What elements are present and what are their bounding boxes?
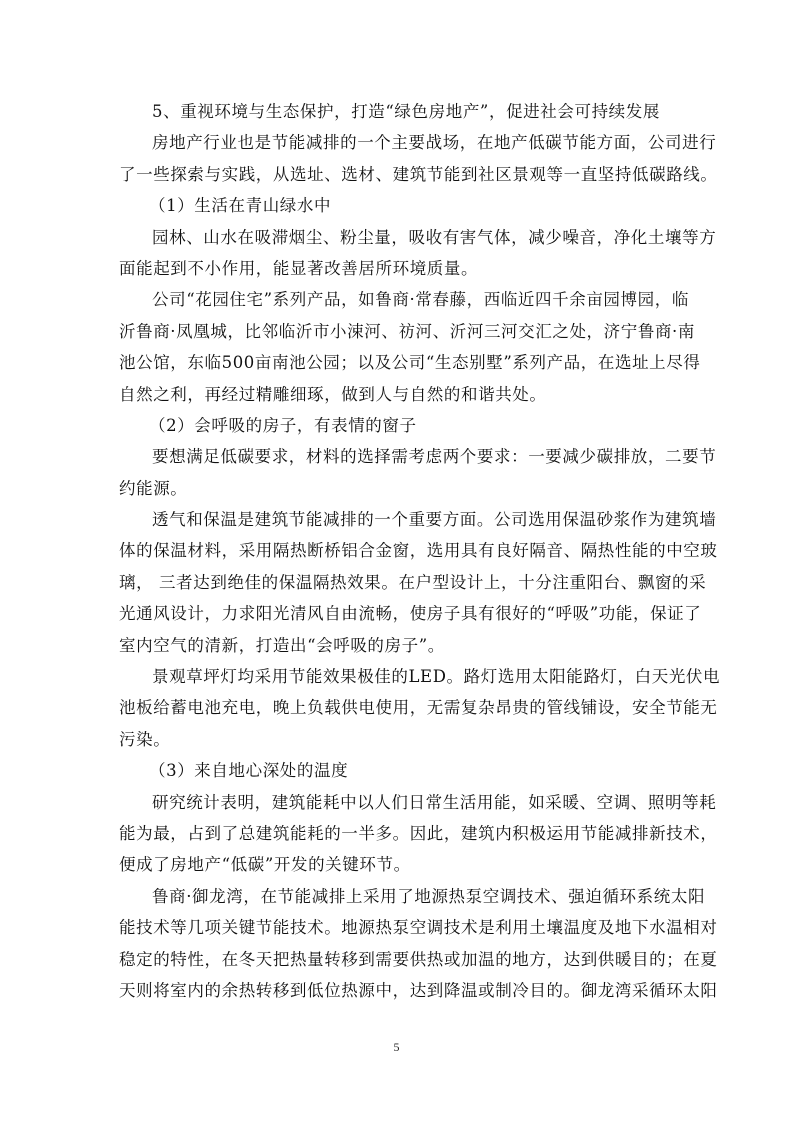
paragraph-line: 房地产行业也是节能减排的一个主要战场，在地产低碳节能方面，公司进行: [152, 133, 717, 153]
subsection-heading: （1）生活在青山绿水中: [149, 196, 332, 216]
paragraph-line: 池公馆，东临500亩南池公园；以及公司“生态别墅”系列产品，在选址上尽得: [119, 353, 701, 373]
subsection-heading: （3）来自地心深处的温度: [149, 761, 349, 781]
paragraph-line: 沂鲁商·凤凰城，比邻临沂市小涑河、祊河、沂河三河交汇之处，济宁鲁商·南: [119, 321, 695, 341]
paragraph-line: 研究统计表明，建筑能耗中以人们日常生活用能，如采暖、空调、照明等耗: [152, 792, 717, 812]
paragraph-line: 园林、山水在吸滞烟尘、粉尘量，吸收有害气体，减少噪音，净化土壤等方: [152, 227, 717, 247]
page-number: 5: [393, 1040, 400, 1054]
paragraph-line: 光通风设计，力求阳光清风自由流畅，使房子具有很好的“呼吸”功能，保证了: [119, 604, 702, 624]
subsection-heading: （2）会呼吸的房子，有表情的窗子: [149, 415, 417, 435]
paragraph-line: 要想满足低碳要求，材料的选择需考虑两个要求：一要减少碳排放，二要节: [152, 447, 717, 467]
paragraph-line: 自然之利，再经过精雕细琢，做到人与自然的和谐共处。: [119, 384, 547, 404]
paragraph-line: 污染。: [119, 729, 171, 749]
section-heading: 5、重视环境与生态保护，打造“绿色房地产”，促进社会可持续发展: [152, 102, 660, 121]
paragraph-line: 稳定的特性，在冬天把热量转移到需要供热或加温的地方，达到供暖目的；在夏: [119, 949, 718, 969]
paragraph-line: 便成了房地产“低碳”开发的关键环节。: [119, 855, 411, 875]
paragraph-line: 面能起到不小作用，能显著改善居所环境质量。: [119, 258, 479, 278]
paragraph-line: 公司“花园住宅”系列产品，如鲁商·常春藤，西临近四千余亩园博园，临: [152, 290, 689, 310]
paragraph-line: 能为最，占到了总建筑能耗的一半多。因此，建筑内积极运用节能减排新技术，: [119, 823, 718, 843]
document-body: [119, 96, 721, 1006]
paragraph-line: 约能源。: [119, 478, 188, 498]
paragraph-line: 了一些探索与实践，从选址、选材、建筑节能到社区景观等一直坚持低碳路线。: [119, 164, 718, 184]
paragraph-line: 体的保温材料，采用隔热断桥铝合金窗，选用具有良好隔音、隔热性能的中空玻: [119, 541, 718, 561]
paragraph-line: 透气和保温是建筑节能减排的一个重要方面。公司选用保温砂浆作为建筑墙: [152, 510, 717, 530]
paragraph-line: 鲁商·御龙湾，在节能减排上采用了地源热泵空调技术、强迫循环系统太阳: [152, 886, 706, 906]
paragraph-line: 室内空气的清新，打造出“会呼吸的房子”。: [119, 635, 445, 655]
paragraph-line: 能技术等几项关键节能技术。地源热泵空调技术是利用土壤温度及地下水温相对: [119, 918, 718, 938]
paragraph-line: 景观草坪灯均采用节能效果极佳的LED。路灯选用太阳能路灯，白天光伏电: [152, 667, 721, 687]
paragraph-line: 天则将室内的余热转移到低位热源中，达到降温或制冷目的。御龙湾采循环太阳: [119, 980, 718, 1000]
paragraph-line: 璃， 三者达到绝佳的保温隔热效果。在户型设计上，十分注重阳台、飘窗的采: [119, 572, 707, 592]
paragraph-line: 池板给蓄电池充电，晚上负载供电使用，无需复杂昂贵的管线铺设，安全节能无: [119, 698, 718, 718]
